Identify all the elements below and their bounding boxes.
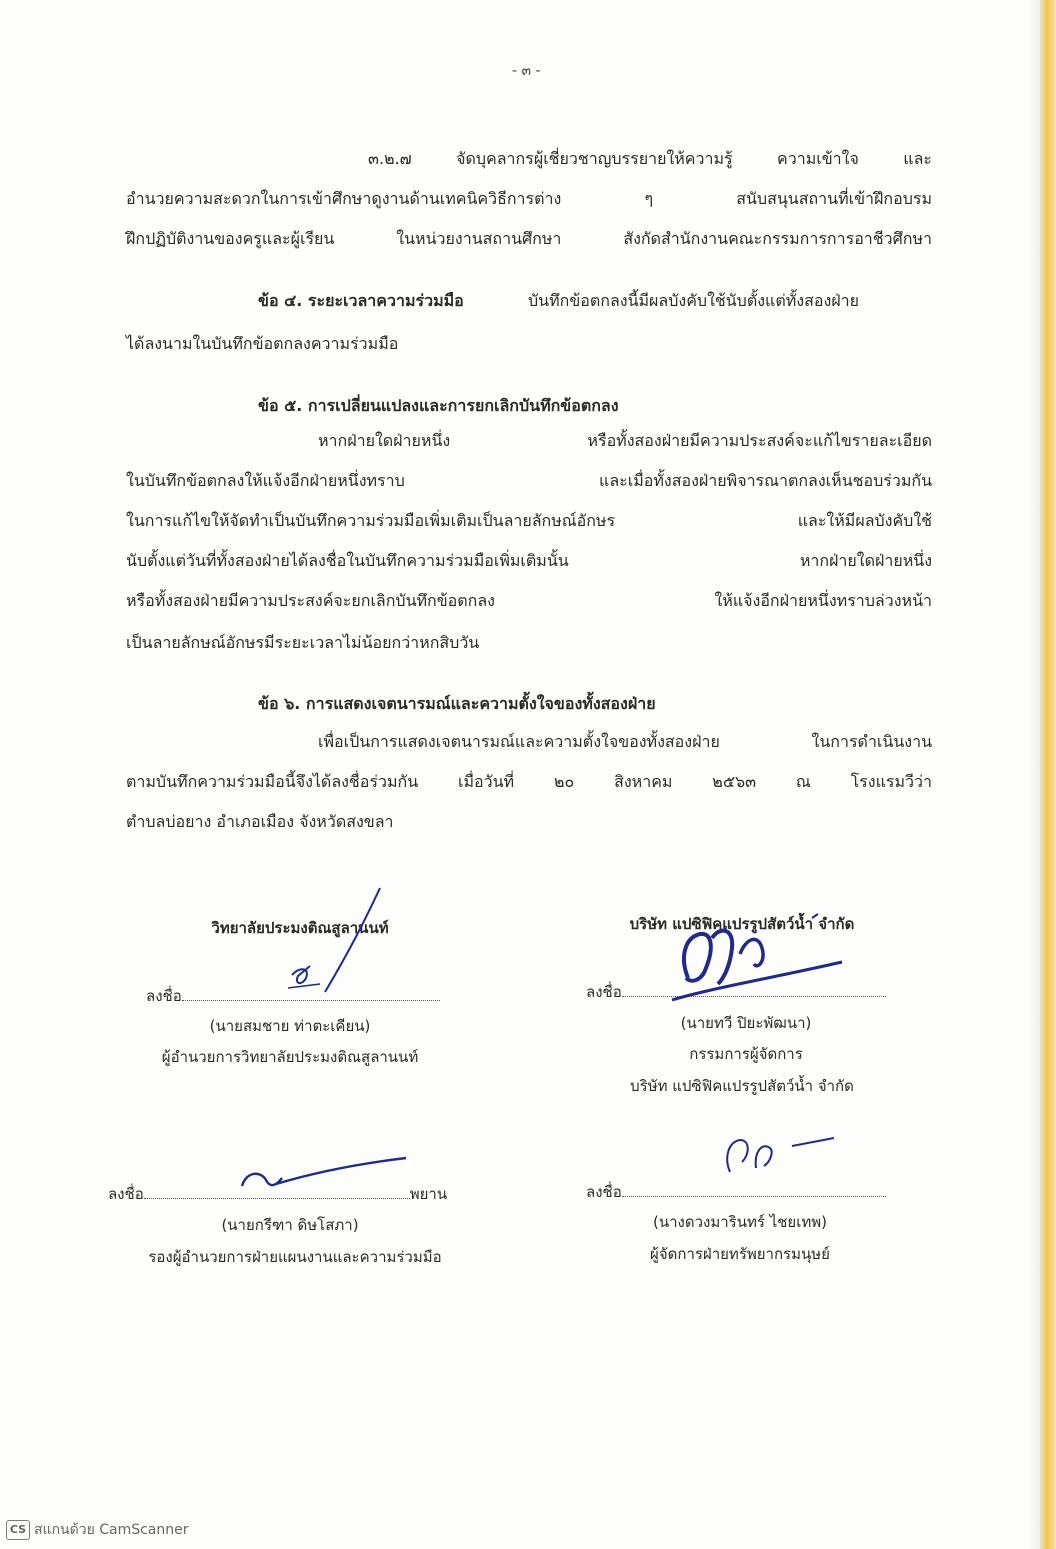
clause-3-2-7-line-2: อำนวยความสะดวกในการเข้าศึกษาดูงานด้านเทคนิควิธีการต่าง ๆ สนับสนุนสถานที่เข้าฝึกอบรม	[126, 189, 932, 208]
clause-5-line-5: หรือทั้งสองฝ่ายมีความประสงค์จะยกเลิกบันทึกข้อตกลง ให้แจ้งอีกฝ่ายหนึ่งทราบล่วงหน้า	[126, 591, 932, 610]
page-number: - ๓ -	[512, 63, 541, 79]
clause-4-heading: ข้อ ๔. ระยะเวลาความร่วมมือ	[258, 291, 464, 310]
clause-5-line-4: นับตั้งแต่วันที่ทั้งสองฝ่ายได้ลงชื่อในบันทึกความร่วมมือเพิ่มเติมนั้น หากฝ่ายใดฝ่ายหนึ่ง	[126, 551, 932, 570]
camscanner-logo: CS	[6, 1520, 30, 1540]
clause-6-line-2: ตามบันทึกความร่วมมือนี้จึงได้ลงชื่อร่วมกัน เมื่อวันที่ ๒๐ สิงหาคม ๒๕๖๓ ณ โรงแรมวีว่า	[126, 772, 932, 791]
clause-5-line-3: ในการแก้ไขให้จัดทำเป็นบันทึกความร่วมมือเพิ่มเติมเป็นลายลักษณ์อักษร และให้มีผลบังคับใช้	[126, 511, 932, 530]
right-signer-name: (นายทวี ปิยะพัฒนา)	[680, 1014, 812, 1032]
clause-6-line-3: ตำบลบ่อยาง อำเภอเมือง จังหวัดสงขลา	[126, 812, 394, 831]
clause-3-2-7-line-3: ฝึกปฏิบัติงานของครูและผู้เรียน ในหน่วยงานสถานศึกษา สังกัดสำนักงานคณะกรรมการการอาชีวศึกษา	[126, 229, 932, 248]
clause-4-line-2: ได้ลงนามในบันทึกข้อตกลงความร่วมมือ	[126, 334, 399, 353]
page-shadow	[1028, 0, 1040, 1549]
right-signer-title-1: กรรมการผู้จัดการ	[689, 1045, 803, 1063]
camscanner-text: สแกนด้วย CamScanner	[34, 1522, 189, 1538]
right-signer-title-2: บริษัท แปซิฟิคแปรรูปสัตว์น้ำ จำกัด	[630, 1077, 854, 1095]
clause-4-line-1: บันทึกข้อตกลงนี้มีผลบังคับใช้นับตั้งแต่ทั้งสองฝ่าย	[528, 291, 860, 310]
clause-6-heading: ข้อ ๖. การแสดงเจตนารมณ์และความตั้งใจของทั้งสองฝ่าย	[258, 694, 656, 713]
left-sign-label: ลงชื่อ	[146, 987, 182, 1005]
left-witness-title: รองผู้อำนวยการฝ่ายแผนงานและความร่วมมือ	[148, 1248, 442, 1266]
left-witness-sign-label: ลงชื่อ	[108, 1185, 144, 1203]
clause-5-line-2: ในบันทึกข้อตกลงให้แจ้งอีกฝ่ายหนึ่งทราบ และเมื่อทั้งสองฝ่ายพิจารณาตกลงเห็นชอบร่วมกัน	[126, 471, 932, 490]
left-signer-title: ผู้อำนวยการวิทยาลัยประมงติณสูลานนท์	[161, 1048, 419, 1066]
left-signature	[280, 880, 400, 1000]
left-org-name: วิทยาลัยประมงติณสูลานนท์	[211, 919, 389, 937]
right-witness-title: ผู้จัดการฝ่ายทรัพยากรมนุษย์	[650, 1245, 830, 1263]
scan-edge	[1040, 0, 1056, 1549]
left-witness-signature	[236, 1150, 416, 1200]
clause-3-2-7-line-1: ๓.๒.๗ จัดบุคลากรผู้เชี่ยวชาญบรรยายให้ความรู้ ความเข้าใจ และ	[368, 149, 932, 168]
right-org-name: บริษัท แปซิฟิคแปรรูปสัตว์น้ำ จำกัด	[629, 915, 855, 933]
right-sign-label: ลงชื่อ	[586, 983, 622, 1001]
clause-6-line-1: เพื่อเป็นการแสดงเจตนารมณ์และความตั้งใจของทั้งสองฝ่าย ในการดำเนินงาน	[318, 732, 932, 751]
left-witness-name: (นายกรีฑา ดิษโสภา)	[221, 1216, 359, 1234]
right-signature	[662, 908, 862, 1008]
right-witness-signature	[716, 1128, 846, 1188]
left-signer-name: (นายสมชาย ท่าตะเคียน)	[209, 1017, 371, 1035]
camscanner-footer	[6, 1519, 189, 1541]
clause-5-line-6: เป็นลายลักษณ์อักษรมีระยะเวลาไม่น้อยกว่าหกสิบวัน	[126, 633, 480, 652]
right-witness-sign-label: ลงชื่อ	[586, 1183, 622, 1201]
clause-5-line-1: หากฝ่ายใดฝ่ายหนึ่ง หรือทั้งสองฝ่ายมีความประสงค์จะแก้ไขรายละเอียด	[318, 431, 932, 450]
right-witness-name: (นางดวงมารินทร์ ไชยเทพ)	[653, 1213, 827, 1231]
witness-label: พยาน	[409, 1185, 448, 1203]
clause-5-heading: ข้อ ๕. การเปลี่ยนแปลงและการยกเลิกบันทึกข้อตกลง	[258, 396, 619, 415]
